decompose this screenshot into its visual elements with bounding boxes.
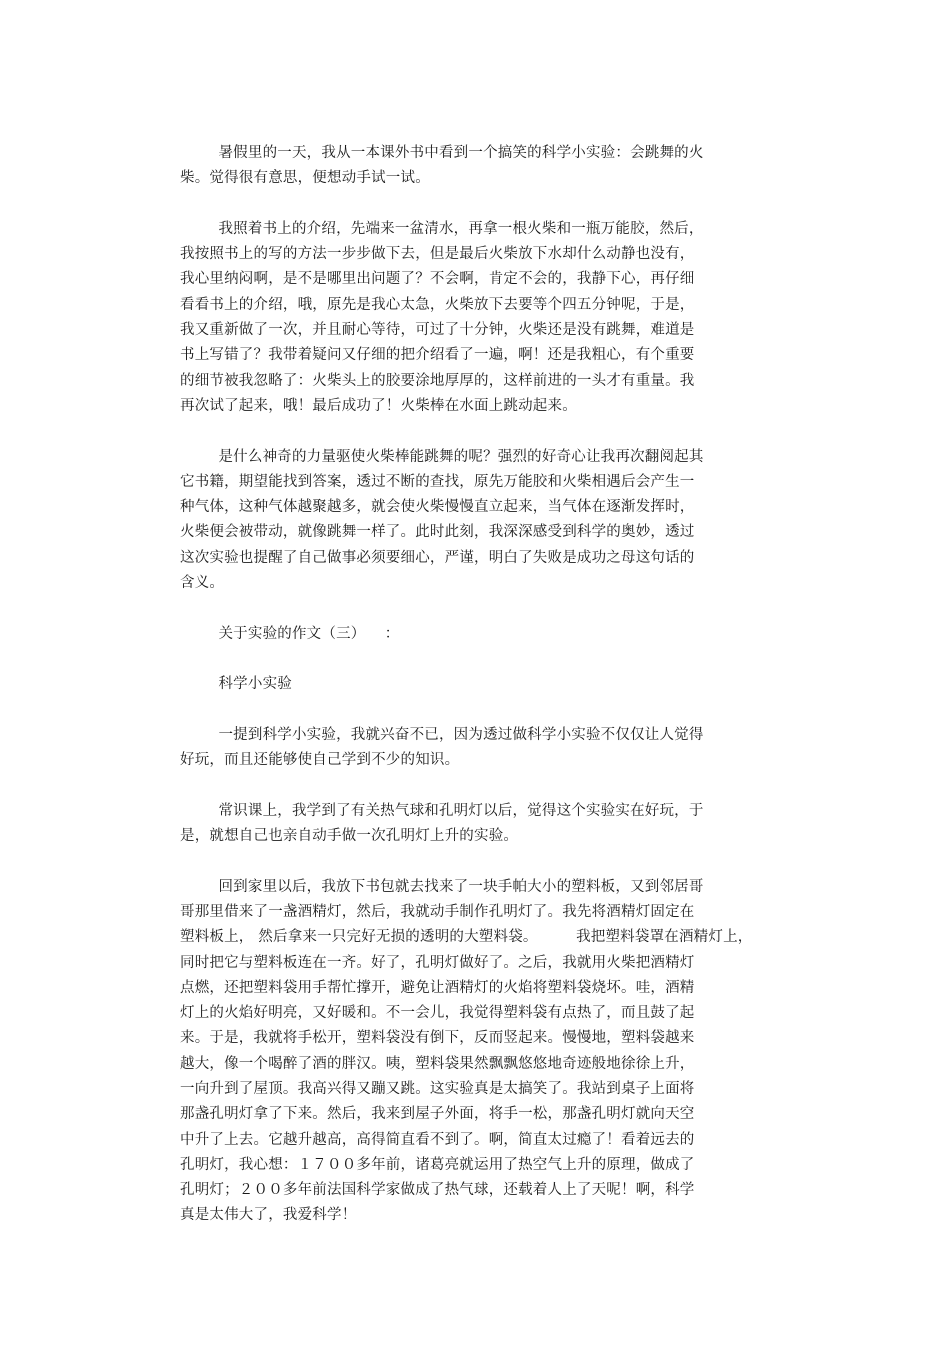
text-line: 常识课上，我学到了有关热气球和孔明灯以后，觉得这个实验实在好玩，于 <box>180 802 704 819</box>
text-line: 我按照书上的写的方法一步步做下去，但是最后火柴放下水却什么动静也没有， <box>180 246 695 263</box>
paragraph <box>180 723 755 774</box>
text-line: 中升了上去。它越升越高，高得简直看不到了。啊，简直太过瘾了！看着远去的 <box>180 1131 695 1148</box>
paragraph-spacer <box>180 192 755 217</box>
text-line: 柴。觉得很有意思，便想动手试一试。 <box>180 170 430 187</box>
text-line: 这次实验也提醒了自己做事必须要细心，严谨，明白了失败是成功之母这句话的 <box>180 549 695 566</box>
text-line: 哥那里借来了一盏酒精灯，然后，我就动手制作孔明灯了。我先将酒精灯固定在 <box>180 903 695 920</box>
text-line: 火柴便会被带动，就像跳舞一样了。此时此刻，我深深感受到科学的奥妙，透过 <box>180 524 695 541</box>
essay-heading <box>180 622 755 647</box>
text-line: 来。于是，我就将手松开，塑料袋没有倒下，反而竖起来。慢慢地，塑料袋越来 <box>180 1030 695 1047</box>
text-line: 孔明灯；２００多年前法国科学家做成了热气球，还载着人上了天呢！啊，科学 <box>180 1182 695 1199</box>
text-line: 回到家里以后，我放下书包就去找来了一块手帕大小的塑料板，又到邻居哥 <box>180 878 704 895</box>
paragraph-spacer <box>180 419 755 444</box>
text-line: 科学小实验 <box>180 676 292 693</box>
text-line: 我又重新做了一次，并且耐心等待，可过了十分钟，火柴还是没有跳舞，难道是 <box>180 322 695 339</box>
text-line: 孔明灯，我心想：１７００多年前，诸葛亮就运用了热空气上升的原理，做成了 <box>180 1156 695 1173</box>
text-line: 看看书上的介绍，哦，原先是我心太急，火柴放下去要等个四五分钟呢，于是， <box>180 296 695 313</box>
essay-subtitle <box>180 672 755 697</box>
text-line: 的细节被我忽略了：火柴头上的胶要涂地厚厚的，这样前进的一头才有重量。我 <box>180 372 695 389</box>
paragraph-spacer <box>180 596 755 621</box>
document-page <box>180 141 755 1229</box>
text-line: 真是太伟大了，我爱科学！ <box>180 1207 357 1224</box>
text-line: 含义。 <box>180 575 225 592</box>
text-line: 越大，像一个喝醉了酒的胖汉。咦，塑料袋果然飘飘悠悠地奇迹般地徐徐上升， <box>180 1055 695 1072</box>
text-line: 那盏孔明灯拿了下来。然后，我来到屋子外面，将手一松，那盏孔明灯就向天空 <box>180 1106 695 1123</box>
text-line: 它书籍，期望能找到答案，透过不断的查找，原先万能胶和火柴相遇后会产生一 <box>180 473 695 490</box>
paragraph <box>180 217 755 419</box>
text-line: 好玩，而且还能够使自己学到不少的知识。 <box>180 752 460 769</box>
paragraph-spacer <box>180 698 755 723</box>
text-line: 暑假里的一天，我从一本课外书中看到一个搞笑的科学小实验：会跳舞的火 <box>180 145 704 161</box>
text-line: 是什么神奇的力量驱使火柴棒能跳舞的呢？强烈的好奇心让我再次翻阅起其 <box>180 448 704 465</box>
text-line: 种气体，这种气体越聚越多，就会使火柴慢慢直立起来，当气体在逐渐发挥时， <box>180 499 695 516</box>
text-line: 我照着书上的介绍，先端来一盆清水，再拿一根火柴和一瓶万能胶，然后， <box>180 220 704 237</box>
paragraph <box>180 799 755 850</box>
text-line: 同时把它与塑料板连在一齐。好了，孔明灯做好了。之后，我就用火柴把酒精灯 <box>180 954 695 971</box>
text-line: 是，就想自己也亲自动手做一次孔明灯上升的实验。 <box>180 828 519 845</box>
paragraph <box>180 445 755 597</box>
text-line: 再次试了起来，哦！最后成功了！火柴棒在水面上跳动起来。 <box>180 397 577 414</box>
text-line: 点燃，还把塑料袋用手帮忙撑开，避免让酒精灯的火焰将塑料袋烧坏。哇，酒精 <box>180 979 695 996</box>
text-line: 书上写错了？我带着疑问又仔细的把介绍看了一遍，啊！还是我粗心，有个重要 <box>180 347 695 364</box>
text-line: 关于实验的作文（三） ： <box>180 625 400 642</box>
paragraph-spacer <box>180 849 755 874</box>
paragraph-spacer <box>180 647 755 672</box>
paragraph <box>180 875 755 1229</box>
text-line: 一提到科学小实验，我就兴奋不已，因为透过做科学小实验不仅仅让人觉得 <box>180 726 704 743</box>
text-line: 塑料板上， 然后拿来一只完好无损的透明的大塑料袋。 我把塑料袋罩在酒精灯上， <box>180 929 753 946</box>
text-line: 一向升到了屋顶。我高兴得又蹦又跳。这实验真是太搞笑了。我站到桌子上面将 <box>180 1080 695 1097</box>
text-line: 我心里纳闷啊，是不是哪里出问题了？不会啊，肯定不会的，我静下心，再仔细 <box>180 271 695 288</box>
paragraph <box>180 141 755 192</box>
paragraph-spacer <box>180 773 755 798</box>
text-line: 灯上的火焰好明亮，又好暖和。不一会儿，我觉得塑料袋有点热了，而且鼓了起 <box>180 1005 695 1022</box>
